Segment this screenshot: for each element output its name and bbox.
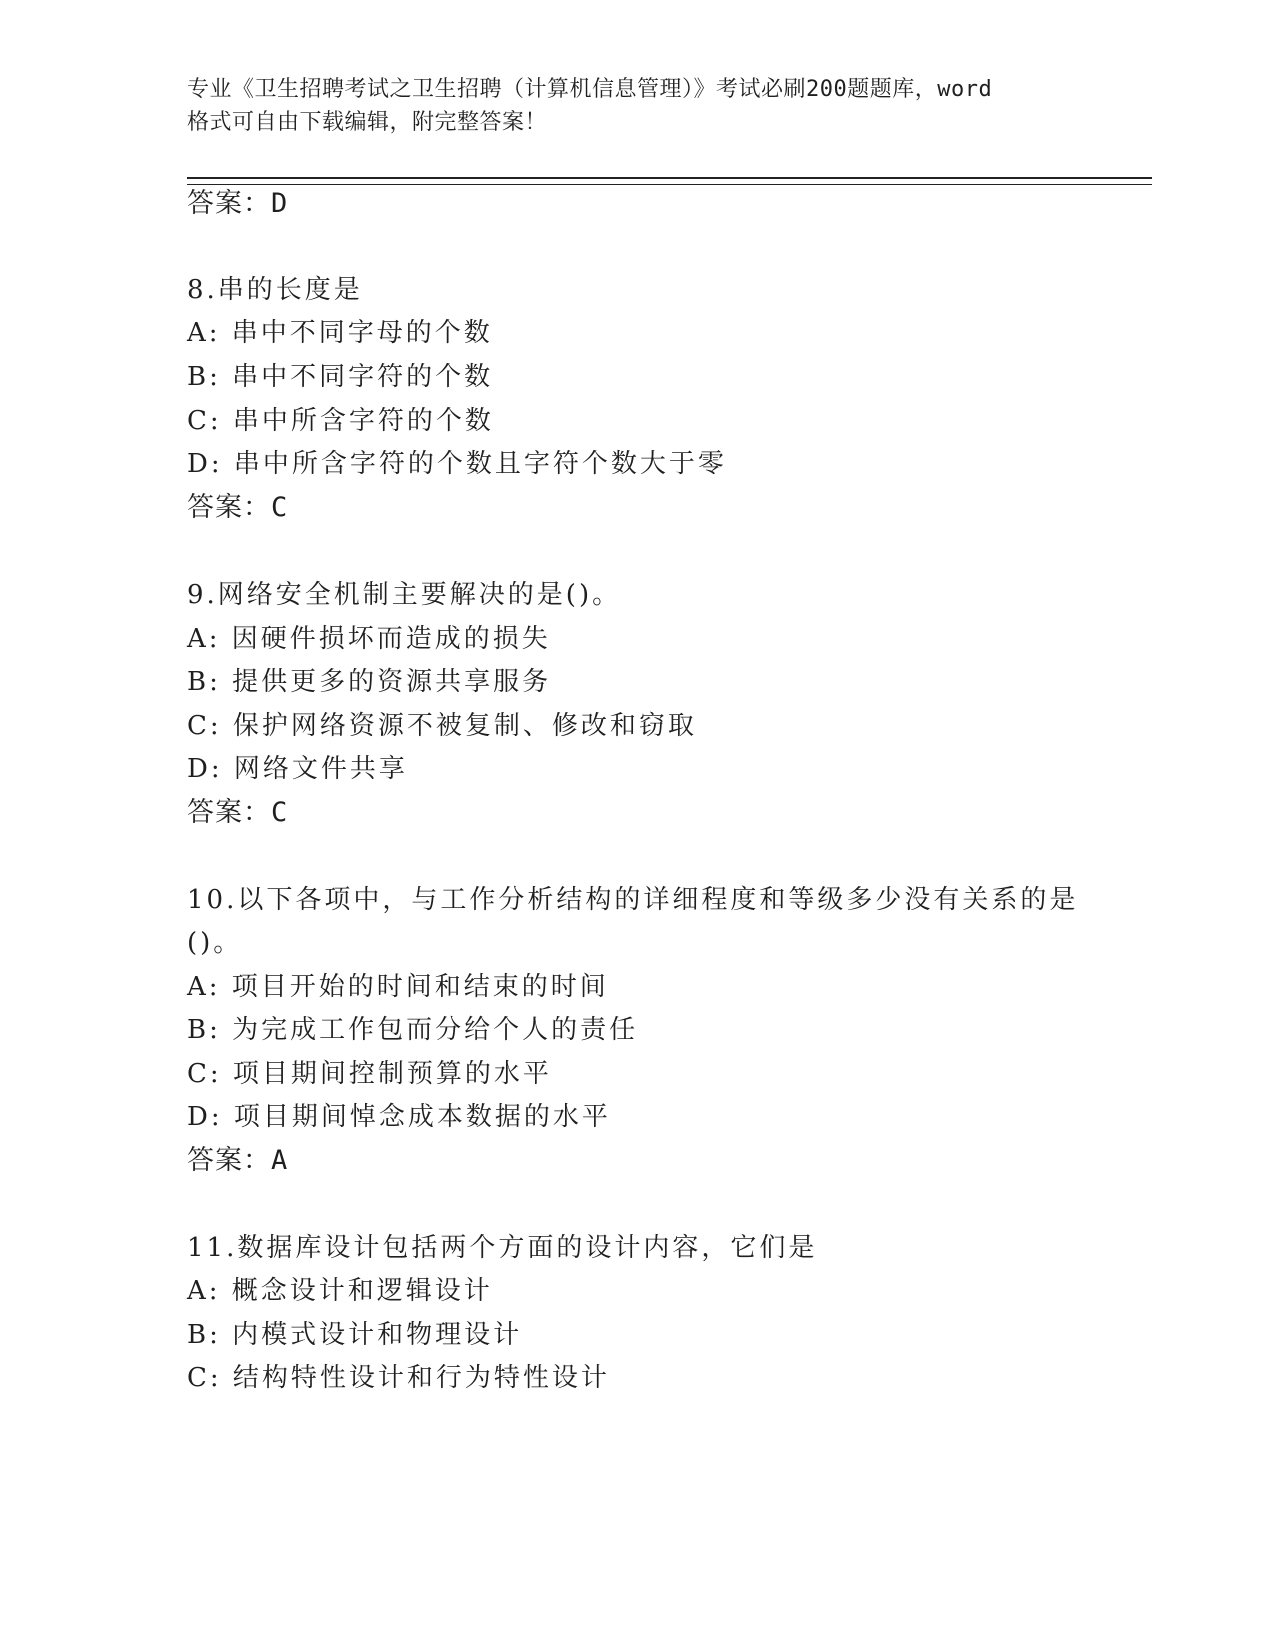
question-10-option-a: A: 项目开始的时间和结束的时间 [187, 972, 609, 1002]
question-10-stem: 10.以下各项中，与工作分析结构的详细程度和等级多少没有关系的是 [187, 885, 1079, 915]
question-10-option-b: B: 为完成工作包而分给个人的责任 [187, 1015, 639, 1045]
question-8-stem: 8.串的长度是 [187, 275, 363, 305]
question-11-option-c: C: 结构特性设计和行为特性设计 [187, 1363, 610, 1393]
question-8-option-c: C: 串中所含字符的个数 [187, 406, 494, 436]
question-10-stem-continued: ()。 [187, 928, 243, 958]
question-10-option-d: D: 项目期间悼念成本数据的水平 [187, 1102, 611, 1132]
header-divider-thick [187, 177, 1152, 179]
question-9-answer: 答案：C [187, 797, 289, 828]
question-11-option-a: A: 概念设计和逻辑设计 [187, 1276, 493, 1306]
question-10-answer: 答案：A [187, 1145, 289, 1176]
question-9-option-a: A: 因硬件损坏而造成的损失 [187, 624, 551, 654]
question-10-option-c: C: 项目期间控制预算的水平 [187, 1059, 552, 1089]
question-9-option-b: B: 提供更多的资源共享服务 [187, 667, 552, 697]
question-9-stem: 9.网络安全机制主要解决的是()。 [187, 580, 622, 610]
header-line-2: 格式可自由下载编辑，附完整答案！ [187, 110, 548, 135]
question-8-option-a: A: 串中不同字母的个数 [187, 318, 493, 348]
header-line-1: 专业《卫生招聘考试之卫生招聘（计算机信息管理）》考试必刷200题题库，word [187, 77, 993, 102]
previous-answer: 答案：D [187, 188, 289, 219]
header-divider-thin [187, 184, 1152, 185]
question-8-answer: 答案：C [187, 492, 289, 523]
question-8-option-b: B: 串中不同字符的个数 [187, 362, 494, 392]
question-11-stem: 11.数据库设计包括两个方面的设计内容，它们是 [187, 1233, 818, 1263]
document-header [187, 73, 1087, 139]
question-11-option-b: B: 内模式设计和物理设计 [187, 1320, 523, 1350]
question-9-option-d: D: 网络文件共享 [187, 754, 408, 784]
question-8-option-d: D: 串中所含字符的个数且字符个数大于零 [187, 449, 727, 479]
question-9-option-c: C: 保护网络资源不被复制、修改和窃取 [187, 711, 697, 741]
